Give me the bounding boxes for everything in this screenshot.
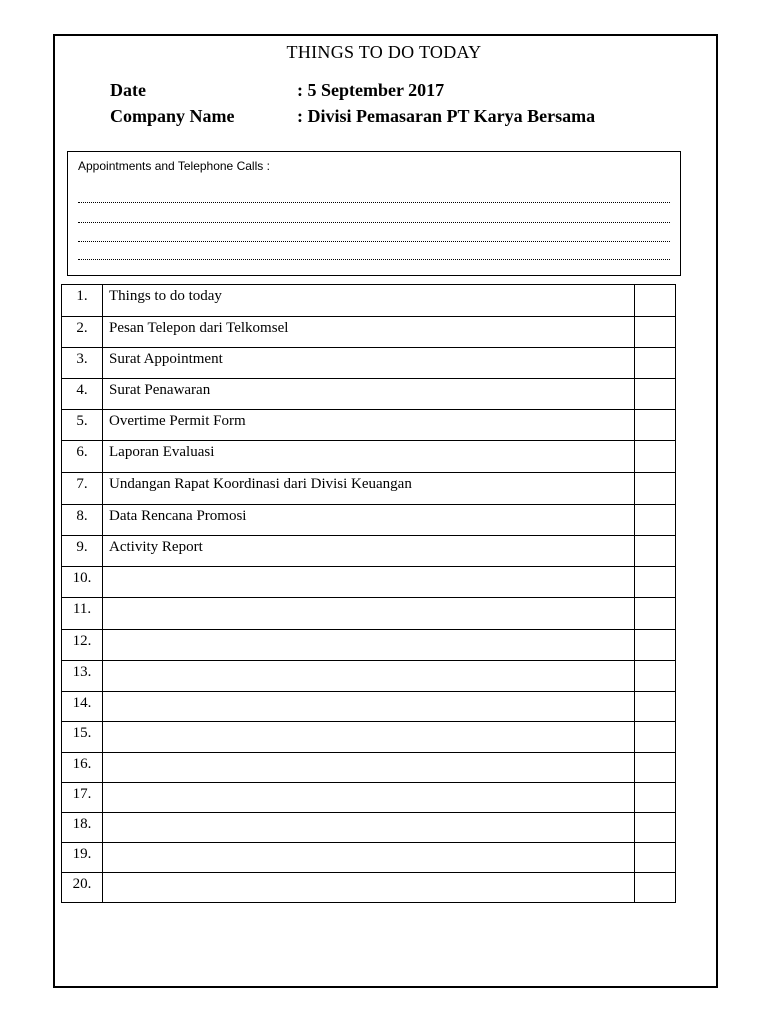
task-checkbox[interactable]	[635, 567, 676, 598]
task-checkbox[interactable]	[635, 536, 676, 567]
table-row	[62, 317, 676, 348]
row-number: 2.	[62, 317, 103, 348]
table-row	[62, 783, 676, 813]
row-number: 11.	[62, 598, 103, 630]
task-checkbox[interactable]	[635, 441, 676, 473]
task-checkbox[interactable]	[635, 598, 676, 630]
row-number: 3.	[62, 348, 103, 379]
table-row	[62, 505, 676, 536]
row-number: 4.	[62, 379, 103, 410]
task-text[interactable]: Surat Appointment	[103, 348, 635, 379]
row-number: 7.	[62, 473, 103, 505]
table-row	[62, 536, 676, 567]
date-label: Date	[110, 80, 146, 100]
write-line[interactable]	[78, 241, 670, 242]
table-row	[62, 598, 676, 630]
task-checkbox[interactable]	[635, 813, 676, 843]
task-text[interactable]	[103, 722, 635, 753]
table-row	[62, 661, 676, 692]
task-text[interactable]	[103, 813, 635, 843]
table-row	[62, 813, 676, 843]
row-number: 9.	[62, 536, 103, 567]
page-title: THINGS TO DO TODAY	[286, 42, 482, 62]
task-checkbox[interactable]	[635, 753, 676, 783]
row-number: 16.	[62, 753, 103, 783]
task-checkbox[interactable]	[635, 873, 676, 903]
row-number: 15.	[62, 722, 103, 753]
row-number: 20.	[62, 873, 103, 903]
table-row	[62, 441, 676, 473]
row-number: 5.	[62, 410, 103, 441]
task-checkbox[interactable]	[635, 783, 676, 813]
row-number: 8.	[62, 505, 103, 536]
task-checkbox[interactable]	[635, 843, 676, 873]
write-line[interactable]	[78, 222, 670, 223]
table-row	[62, 285, 676, 317]
row-number: 12.	[62, 630, 103, 661]
row-number: 13.	[62, 661, 103, 692]
task-text[interactable]	[103, 567, 635, 598]
table-row	[62, 873, 676, 903]
task-checkbox[interactable]	[635, 505, 676, 536]
task-text[interactable]	[103, 661, 635, 692]
task-checkbox[interactable]	[635, 348, 676, 379]
task-checkbox[interactable]	[635, 410, 676, 441]
table-row	[62, 722, 676, 753]
task-text[interactable]	[103, 843, 635, 873]
appointments-box	[67, 151, 681, 276]
row-number: 19.	[62, 843, 103, 873]
write-line[interactable]	[78, 259, 670, 260]
task-text[interactable]: Surat Penawaran	[103, 379, 635, 410]
row-number: 1.	[62, 285, 103, 317]
table-row	[62, 348, 676, 379]
date-value: : 5 September 2017	[297, 80, 445, 100]
task-checkbox[interactable]	[635, 692, 676, 722]
table-row	[62, 753, 676, 783]
table-row	[62, 692, 676, 722]
task-text[interactable]	[103, 783, 635, 813]
table-row	[62, 630, 676, 661]
task-text[interactable]	[103, 753, 635, 783]
task-checkbox[interactable]	[635, 722, 676, 753]
task-checkbox[interactable]	[635, 285, 676, 317]
table-row	[62, 410, 676, 441]
row-number: 6.	[62, 441, 103, 473]
task-text[interactable]	[103, 692, 635, 722]
task-table	[61, 284, 676, 903]
company-value: : Divisi Pemasaran PT Karya Bersama	[297, 106, 596, 126]
task-text[interactable]	[103, 873, 635, 903]
row-number: 14.	[62, 692, 103, 722]
row-number: 17.	[62, 783, 103, 813]
row-number: 18.	[62, 813, 103, 843]
table-row	[62, 843, 676, 873]
table-row	[62, 379, 676, 410]
task-text[interactable]: Overtime Permit Form	[103, 410, 635, 441]
table-row	[62, 567, 676, 598]
task-text[interactable]: Activity Report	[103, 536, 635, 567]
task-text[interactable]: Laporan Evaluasi	[103, 441, 635, 473]
task-checkbox[interactable]	[635, 630, 676, 661]
task-text[interactable]	[103, 630, 635, 661]
task-text[interactable]: Data Rencana Promosi	[103, 505, 635, 536]
task-text[interactable]: Pesan Telepon dari Telkomsel	[103, 317, 635, 348]
task-text[interactable]: Things to do today	[103, 285, 635, 317]
task-checkbox[interactable]	[635, 379, 676, 410]
appointments-label: Appointments and Telephone Calls :	[78, 159, 270, 173]
company-label: Company Name	[110, 106, 235, 126]
task-checkbox[interactable]	[635, 473, 676, 505]
task-text[interactable]	[103, 598, 635, 630]
table-row	[62, 473, 676, 505]
row-number: 10.	[62, 567, 103, 598]
task-checkbox[interactable]	[635, 317, 676, 348]
write-line[interactable]	[78, 202, 670, 203]
task-text[interactable]: Undangan Rapat Koordinasi dari Divisi Keuangan	[103, 473, 635, 505]
task-checkbox[interactable]	[635, 661, 676, 692]
